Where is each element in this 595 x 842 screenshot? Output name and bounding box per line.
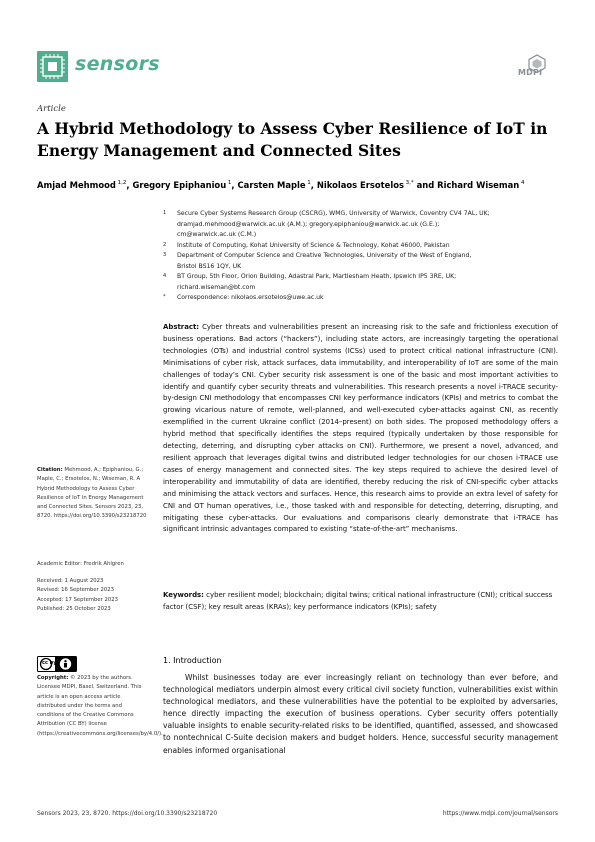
affiliation-line: Institute of Computing, Kohat University of Science & Technology, Kohat 46000, Pakistan (177, 241, 450, 249)
author-name: Richard Wiseman (437, 180, 520, 190)
author-name: Nikolaos Ersotelos (316, 180, 404, 190)
mdpi-logo-icon (516, 54, 558, 80)
keywords-label: Keywords: (163, 591, 204, 599)
affiliation-item (163, 209, 558, 241)
affiliations (163, 209, 558, 304)
date-accepted: Accepted: 17 September 2023 (37, 596, 119, 603)
article-type: Article (37, 104, 66, 114)
affiliation-line: dramjad.mehmood@warwick.ac.uk (A.M.); gregory.epiphaniou@warwick.ac.uk (G.E.); (177, 220, 440, 228)
citation-label: Citation: (37, 467, 63, 473)
copyright-text: © 2023 by the authors. Licensee MDPI, Basel, Switzerland. This article is an open access article distributed under the terms and conditions of the Creative Commons Attribution (CC BY) license (https://creativecommons.org/licenses/by/4.0/). (37, 675, 163, 737)
affiliation-line: richard.wiseman@bt.com (177, 283, 256, 291)
author-name: Carsten Maple (237, 180, 306, 190)
author-name: Amjad Mehmood (37, 180, 116, 190)
affiliation-number: 3 (163, 252, 167, 258)
author-separator: and (413, 180, 438, 190)
author-separator: , (126, 180, 133, 190)
date-published: Published: 25 October 2023 (37, 605, 111, 612)
affiliation-item (163, 251, 558, 272)
publisher-name: MDPI (518, 68, 543, 77)
footer-citation[interactable]: Sensors 2023, 23, 8720. https://doi.org/10.3390/s23218720 (37, 810, 218, 817)
affiliation-number: 4 (163, 273, 167, 279)
author-list (37, 180, 567, 190)
author-affiliation-marker: 1 (305, 180, 311, 187)
article-title: A Hybrid Methodology to Assess Cyber Resilience of IoT in Energy Management and Connected Sites (37, 119, 548, 160)
affiliation-line: Correspondence: nikolaos.ersotelos@uwe.ac.uk (177, 294, 324, 301)
citation-text[interactable]: Mehmood, A.; Epiphaniou, G.; Maple, C.; Ersotelos, N.; Wiseman, R. A Hybrid Methodology to Assess Cyber Resilience of IoT in Energy Management and Connected Sites. Sensors 2023, 23, 8720. https://doi.org/10.3390/s23218720 (37, 467, 147, 520)
affiliation-line: Secure Cyber Systems Research Group (CSCRG), WMG, University of Warwick, Coventry CV4 7AL, UK; (177, 210, 490, 217)
creative-commons-by-icon[interactable] (37, 656, 77, 672)
author-affiliation-marker: 3,* (403, 180, 414, 187)
journal-name: sensors (75, 53, 160, 75)
author-affiliation-marker: 4 (519, 180, 525, 187)
publication-dates (37, 577, 150, 614)
affiliation-line: BT Group, 5th Floor, Orion Building, Adastral Park, Martlesham Heath, Ipswich IP5 3RE, UK; (177, 273, 457, 280)
copyright-block (37, 674, 163, 739)
affiliation-item (163, 241, 558, 252)
introduction-text: Whilst businesses today are ever increasingly reliant on technology than ever before, and technological mediators underpin almost every critical civil society function, vulnerabilities exist within technological mediators, and these vulnerabilities have the potential to be exploited by adversaries, hence directly impacting the execution of business operations. Cyber security offers potentially valuable insights to enable security-related risks to be identified, quantified, assessed, and showcased to nontechnical C-Suite decision makers and budget holders. Hence, successful security management enables informed organisational (163, 673, 558, 755)
affiliation-item (163, 293, 558, 304)
affiliation-line: cm@warwick.ac.uk (C.M.) (177, 231, 257, 238)
footer-journal-url[interactable]: https://www.mdpi.com/journal/sensors (442, 810, 558, 817)
author-separator: , (231, 180, 238, 190)
abstract (163, 322, 558, 536)
author-name: Gregory Epiphaniou (132, 180, 227, 190)
sensors-logo-icon (37, 51, 68, 82)
affiliation-number: * (163, 294, 166, 300)
cc-logo-text: cc by (42, 660, 57, 666)
keywords (163, 590, 558, 614)
abstract-text: Cyber threats and vulnerabilities present an increasing risk to the safe and frictionless execution of business operations. Bad actors (“hackers”), including state actors, are increasingly targeting the operational technologies (OTs) and industrial control systems (ICSs) used to protect critical national infrastructure (CNI). Minimisations of cyber risk, attack surfaces, data immutability, and interoperability of IoT are some of the main challenges of today’s CNI. Cyber security risk assessment is one of the basic and most important activities to identify and quantify cyber security threats and vulnerabilities. This research presents a novel i-TRACE security-by-design CNI methodology that encompasses CNI key performance indicators (KPIs) and metrics to combat the growing vicarious nature of remote, well-planned, and well-executed cyber-attacks against CNI, as recently exemplified in the current Ukraine conflict (2014–present) on both sides. The proposed methodology offers a hybrid method that specifically identifies the steps required (typically undertaken by those responsible for detecting, deterring, and disrupting cyber attacks on CNI). Furthermore, we present a novel, advanced, and resilient approach that leverages digital twins and distributed ledger technologies for our chosen i-TRACE use cases of energy management and connected sites. The key steps required to achieve the desired level of interoperability and immutability of data are identified, thereby reducing the risk of CNI-specific cyber attacks and minimising the attack vectors and surfaces. Hence, this research aims to provide an extra level of safety for CNI and OT human operatives, i.e., those tasked with and responsible for detecting, deterring, disrupting, and mitigating these cyber-attacks. Our evaluations and comparisons clearly demonstrate that i-TRACE has significant intrinsic advantages compared to existing “state-of-the-art” mechanisms. (163, 323, 558, 534)
author-affiliation-marker: 1,2 (115, 180, 127, 187)
journal-logo (37, 51, 160, 84)
academic-editor: Academic Editor: Fredrik Ahlgren (37, 561, 124, 567)
date-received: Received: 1 August 2023 (37, 578, 104, 584)
affiliation-number: 2 (163, 241, 167, 248)
author-affiliation-marker: 1 (226, 180, 232, 187)
section-heading-introduction: 1. Introduction (163, 656, 222, 665)
copyright-label: Copyright: (37, 675, 69, 681)
author-separator: , (310, 180, 317, 190)
keywords-text: cyber resilient model; blockchain; digital twins; critical national infrastructure (CNI); critical success factor (CSF); key result areas (KRAs); key performance indicators (KPIs); safety (163, 591, 553, 611)
affiliation-line: Department of Computer Science and Creative Technologies, University of the West of England, (177, 252, 472, 259)
date-revised: Revised: 16 September 2023 (37, 587, 115, 594)
affiliation-line: Bristol BS16 1QY, UK (177, 262, 242, 270)
citation-block (37, 466, 150, 522)
affiliation-number: 1 (163, 210, 167, 216)
affiliation-item (163, 272, 558, 293)
abstract-label: Abstract: (163, 323, 200, 331)
